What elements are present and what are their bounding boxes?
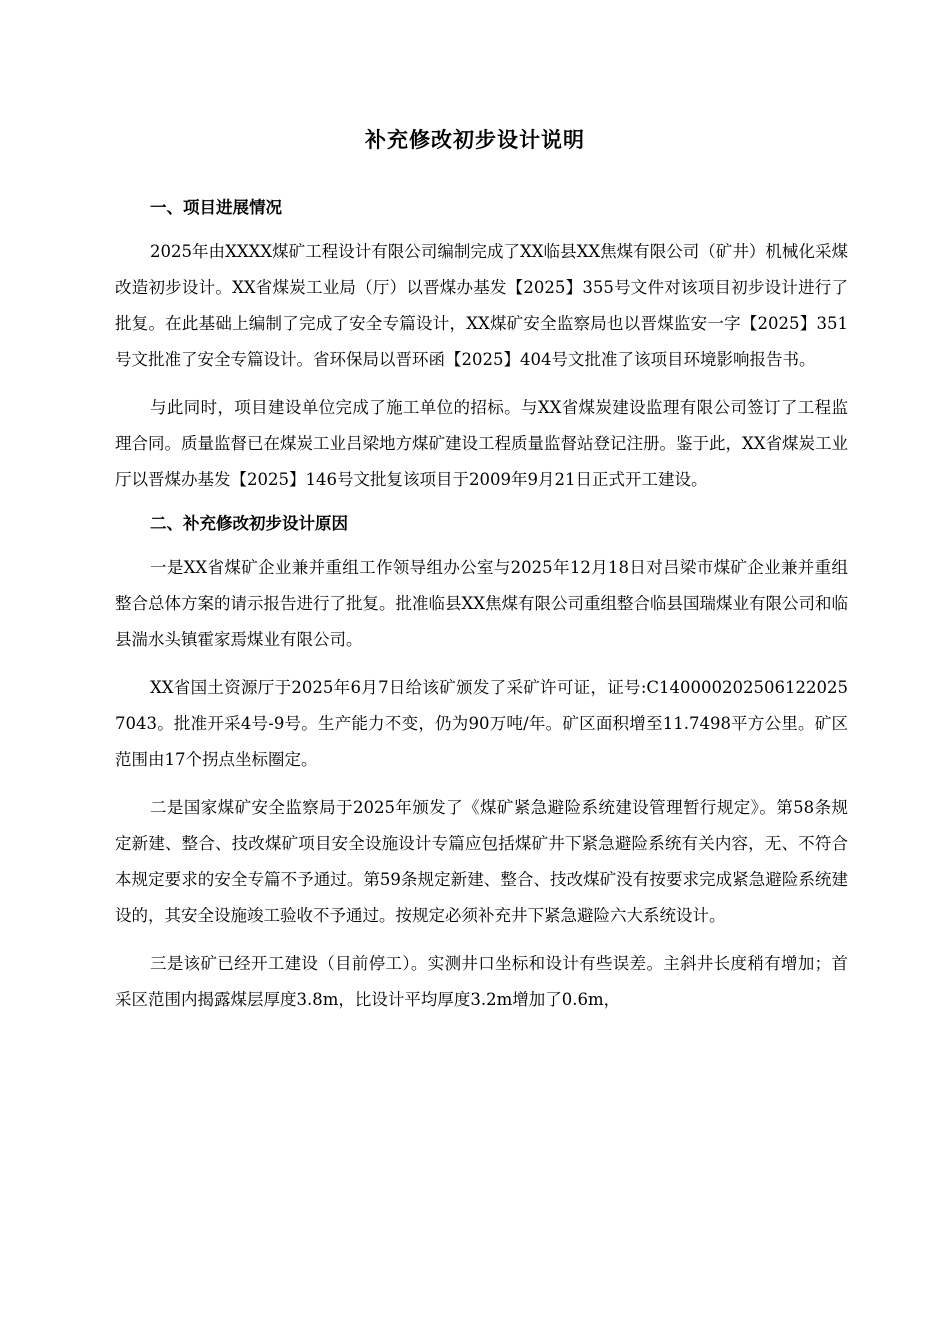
paragraph: 三是该矿已经开工建设（目前停工）。实测井口坐标和设计有些误差。主斜井长度稍有增加；首采区范围内揭露煤层厚度3.8m，比设计平均厚度3.2m增加了0.6m， xyxy=(115,954,848,1009)
paragraph: XX省国土资源厅于2025年6月7日给该矿颁发了采矿许可证，证号:C1400002025061220257043。批准开采4号-9号。生产能力不变，仍为90万吨/年。矿区面积增至11.7498平方公里。矿区范围由17个拐点坐标圈定。 xyxy=(115,678,848,769)
paragraph: 二是国家煤矿安全监察局于2025年颁发了《煤矿紧急避险系统建设管理暂行规定》。第58条规定新建、整合、技改煤矿项目安全设施设计专篇应包括煤矿井下紧急避险系统有关内容，无、不符合本规定要求的安全专篇不予通过。第59条规定新建、整合、技改煤矿没有按要求完成紧急避险系统建设的，其安全设施竣工验收不予通过。按规定必须补充井下紧急避险六大系统设计。 xyxy=(115,798,848,925)
paragraph: 2025年由XXXX煤矿工程设计有限公司编制完成了XX临县XX焦煤有限公司（矿井）机械化采煤改造初步设计。XX省煤炭工业局（厅）以晋煤办基发【2025】355号文件对该项目初步设计进行了批复。在此基础上编制了完成了安全专篇设计，XX煤矿安全监察局也以晋煤监安一字【2025】351号文批准了安全专篇设计。省环保局以晋环函【2025】404号文批准了该项目环境影响报告书。 xyxy=(115,242,848,369)
document-title: 补充修改初步设计说明 xyxy=(365,128,585,152)
section-heading-progress: 一、项目进展情况 xyxy=(150,198,282,217)
document-body xyxy=(115,190,848,1018)
section-heading-reasons: 二、补充修改初步设计原因 xyxy=(150,514,348,533)
paragraph: 与此同时，项目建设单位完成了施工单位的招标。与XX省煤炭建设监理有限公司签订了工程监理合同。质量监督已在煤炭工业吕梁地方煤矿建设工程质量监督站登记注册。鉴于此，XX省煤炭工业厅以晋煤办基发【2025】146号文批复该项目于2009年9月21日正式开工建设。 xyxy=(115,398,848,489)
paragraph: 一是XX省煤矿企业兼并重组工作领导组办公室与2025年12月18日对吕梁市煤矿企业兼并重组整合总体方案的请示报告进行了批复。批准临县XX焦煤有限公司重组整合临县国瑞煤业有限公司和临县湍水头镇霍家焉煤业有限公司。 xyxy=(115,558,848,649)
